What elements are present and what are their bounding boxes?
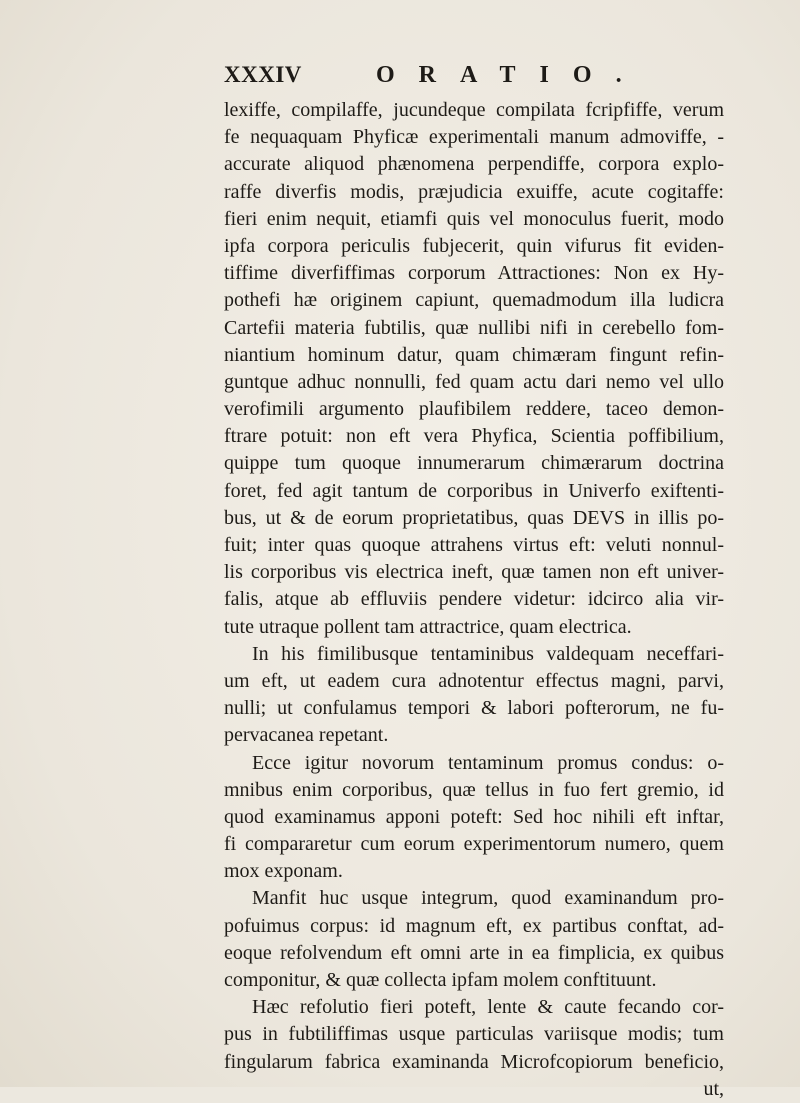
text-line: componitur, & quæ collecta ipfam molem conftituunt. [224,969,657,991]
running-head: ORATIO. [376,62,646,88]
text-line: um eft, ut eadem cura adnotentur effectus magni, parvi, [224,669,724,692]
text-line: accurate aliquod phænomena perpendiffe, corpora explo- [224,153,724,176]
text-line: bus, ut & de eorum proprietatibus, quas DEVS in illis po- [224,506,724,529]
text-line: pothefi hæ originem capiunt, quemadmodum illa ludicra [224,289,724,312]
body-text [224,97,724,1103]
text-line: fe nequaquam Phyficæ experimentali manum admoviffe, - [224,126,724,149]
text-line: ftrare potuit: non eft vera Phyfica, Scientia poffibilium, [224,425,724,448]
page-header [224,60,724,94]
text-line: tute utraque pollent tam attractrice, quam electrica. [224,615,632,638]
text-line: pervacanea repetant. [224,724,389,747]
page-number: XXXIV [224,62,302,87]
text-line: tiffime diverfiffimas corporum Attractiones: Non ex Hy- [224,262,724,285]
text-line: foret, fed agit tantum de corporibus in Univerfo exiftenti- [224,479,724,502]
text-line: quippe tum quoque innumerarum chimærarum doctrina [224,452,724,475]
text-line: falis, atque ab effluviis pendere videtur: idcirco alia vir- [224,588,724,611]
text-line: fi compararetur cum eorum experimentorum numero, quem [224,833,724,856]
text-line: mnibus enim corporibus, quæ tellus in fuo fert gremio, id [224,778,724,801]
text-line: In his fimilibusque tentaminibus valdequam neceffari- [252,642,724,665]
text-line: fingularum fabrica examinanda Microfcopiorum beneficio, [224,1050,724,1073]
catchword: ut, [703,1077,724,1100]
text-line: ipfa corpora periculis fubjecerit, quin vifurus fit eviden- [224,234,724,257]
text-line: Cartefii materia fubtilis, quæ nullibi nifi in cerebello fom- [224,316,724,339]
text-line: eoque refolvendum eft omni arte in ea fimplicia, ex quibus [224,941,724,964]
text-line: Manfit huc usque integrum, quod examinandum pro- [252,887,724,910]
text-line: quod examinamus apponi poteft: Sed hoc nihili eft inftar, [224,805,724,828]
text-line: guntque adhuc nonnulli, fed quam actu dari nemo vel ullo [224,370,724,393]
text-line: Ecce igitur novorum tentaminum promus condus: o- [252,751,724,774]
text-line: nulli; ut confulamus tempori & labori pofterorum, ne fu- [224,697,724,720]
text-line: verofimili argumento plaufibilem reddere, taceo demon- [224,398,724,421]
text-line: pus in fubtiliffimas usque particulas variisque modis; tum [224,1023,724,1046]
text-line: fieri enim nequit, etiamfi quis vel monoculus fuerit, modo [224,207,724,230]
text-line: fuit; inter quas quoque attrahens virtus eft: veluti nonnul- [224,534,724,556]
text-line: lexiffe, compilaffe, jucundeque compilata fcripfiffe, verum [224,99,724,121]
text-line: Hæc refolutio fieri poteft, lente & caute fecando cor- [252,996,724,1019]
text-line: lis corporibus vis electrica ineft, quæ tamen non eft univer- [224,561,724,584]
text-line: raffe diverfis modis, præjudicia exuiffe, acute cogitaffe: [224,180,724,203]
text-line: niantium hominum datur, quam chimæram fingunt refin- [224,343,724,366]
text-line: pofuimus corpus: id magnum eft, ex partibus conftat, ad- [224,914,724,937]
text-line: mox exponam. [224,860,343,883]
